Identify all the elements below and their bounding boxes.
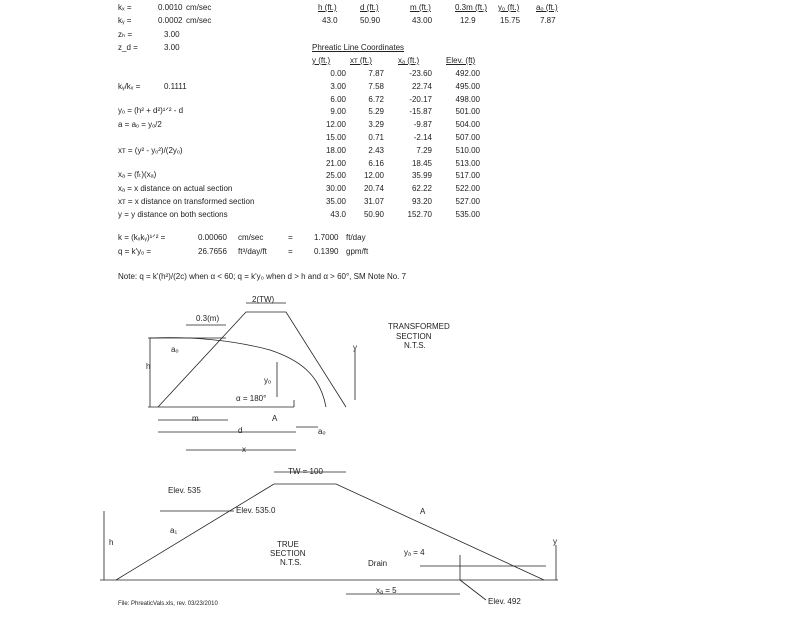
phreatic-cell: 522.00 [455,184,480,194]
param-ky-value: 0.0002 [158,16,183,25]
phreatic-cell: 152.70 [407,209,432,219]
phreatic-cell: 50.90 [363,209,384,219]
transformed-nts: N.T.S. [404,341,426,350]
phreatic-cell: 495.00 [455,81,480,91]
note: Note: q = k'(h²)/(2c) when α < 60; q = k'y₀ when d > h and α > 60°, SM Note No. 7 [118,272,407,281]
file-footer: File: PhreaticVals.xls, rev. 03/23/2010 [118,601,218,607]
transformed-alpha-label: α = 180° [236,394,267,403]
perm-q-gpm: 0.1390 [314,247,339,256]
phreatic-cell: 9.00 [330,107,346,117]
phreatic-cell: 21.00 [325,158,346,168]
geom-value: 43.0 [322,16,338,25]
perm-k-ft-unit: ft/day [346,233,366,242]
perm-k-label: k = (kₓkᵧ)¹ᐟ² = [118,233,166,242]
true-h-label: h [109,538,114,547]
true-elev-base: Elev. 492 [488,597,521,606]
formula-xa-def: xₐ = x distance on actual section [118,184,233,193]
phreatic-cell: 18.45 [411,158,432,168]
transformed-y-label: y [353,343,357,352]
true-title: TRUE [277,540,299,549]
phreatic-cell: 498.00 [455,94,480,104]
perm-eq: = [288,233,293,242]
phreatic-header: xₐ (ft.) [398,56,420,65]
param-ky-unit: cm/sec [186,16,212,25]
true-elev-water: Elev. 535.0 [236,506,276,515]
phreatic-cell: 12.00 [363,171,384,181]
geom-value: 50.90 [360,16,381,25]
phreatic-header: y (ft.) [312,56,331,65]
phreatic-cell: 535.00 [455,209,480,219]
phreatic-cell: -9.87 [413,120,432,130]
param-zh-value: 3.00 [164,30,180,39]
phreatic-cell: 513.00 [455,158,480,168]
transformed-ao2-label: aₒ [318,427,326,436]
phreatic-cell: 3.29 [368,120,384,130]
formula-ratio: kᵧ/kₓ = [118,82,141,91]
phreatic-cell: 510.00 [455,145,480,155]
phreatic-header: Elev. (ft) [446,56,476,65]
phreatic-cell: -20.17 [409,94,432,104]
geom-value: 15.75 [500,16,521,25]
geom-header: h (ft.) [318,3,337,12]
geom-value: 12.9 [460,16,476,25]
phreatic-title: Phreatic Line Coordinates [312,43,405,52]
geom-header: yₒ (ft.) [498,3,520,12]
phreatic-cell: 492.00 [455,69,480,78]
transformed-title2: SECTION [396,332,432,341]
phreatic-header: xᴛ (ft.) [350,56,372,65]
phreatic-cell: 6.72 [368,94,384,104]
formula-ratio-value: 0.1111 [164,82,187,91]
perm-q-gpm-unit: gpm/ft [346,247,369,256]
phreatic-cell: -15.87 [409,107,432,117]
phreatic-cell: 31.07 [363,197,384,206]
phreatic-cell: 18.00 [325,145,346,155]
perm-q-label: q = k'yₒ = [118,247,152,256]
phreatic-cell: 35.00 [325,197,346,206]
transformed-h-label: h [146,362,151,371]
geom-value: 7.87 [540,16,556,25]
phreatic-cell: 25.00 [325,171,346,181]
param-kx-label: kₓ = [118,3,132,12]
perm-q-value: 26.7656 [198,247,227,256]
transformed-y0-label: yₒ [264,376,272,385]
param-zd-label: z_d = [118,43,138,52]
phreatic-cell: 7.87 [368,69,384,78]
formula-xa: xₐ = (fₜ)(xₐ) [118,170,157,179]
geom-header: m (ft.) [410,3,431,12]
phreatic-cell: -23.60 [409,69,432,78]
formula-y-def: y = y distance on both sections [118,210,228,219]
transformed-a0-label: aₒ [171,345,179,354]
drain-label: Drain [368,559,388,568]
phreatic-cell: 507.00 [455,133,480,142]
transformed-m-label: m [192,414,199,423]
transformed-d-label: d [238,426,243,435]
perm-k-value: 0.00060 [198,233,227,242]
true-elev-top: Elev. 535 [168,486,201,495]
param-kx-unit: cm/sec [186,3,212,12]
true-nts: N.T.S. [280,558,302,567]
phreatic-cell: 504.00 [455,120,480,130]
formula-a: a = aₒ = yₒ/2 [118,120,162,129]
transformed-A-label: A [272,414,278,423]
perm-k-unit: cm/sec [238,233,264,242]
geom-header: d (ft.) [360,3,379,12]
phreatic-cell: 5.29 [368,107,384,117]
param-zh-label: zₕ = [118,30,133,39]
phreatic-cell: 3.00 [330,81,346,91]
phreatic-cell: -2.14 [413,133,432,142]
true-xa-label: xₐ = 5 [376,586,397,595]
phreatic-cell: 6.00 [330,94,346,104]
formula-y0: yₒ = (h² + d²)¹ᐟ² - d [118,106,184,115]
perm-q-unit: ft³/day/ft [238,247,267,256]
phreatic-cell: 0.00 [330,69,346,78]
perm-eq: = [288,247,293,256]
formula-xt: xᴛ = (y² - yₒ²)/(2yₒ) [118,146,183,155]
phreatic-cell: 30.00 [325,184,346,194]
transformed-title: TRANSFORMED [388,322,450,331]
param-zd-value: 3.00 [164,43,180,52]
phreatic-cell: 62.22 [411,184,432,194]
geom-value: 43.00 [412,16,433,25]
geom-header: aₒ (ft.) [536,3,558,12]
transformed-top-label: 2(TW) [252,295,275,304]
phreatic-cell: 15.00 [325,133,346,142]
perm-k-ft: 1.7000 [314,233,339,242]
true-tw-label: TW = 100 [288,467,323,476]
phreatic-cell: 527.00 [455,197,480,206]
true-ya-label: yₐ = 4 [404,548,425,557]
true-title2: SECTION [270,549,306,558]
phreatic-cell: 517.00 [455,171,480,181]
transformed-03m-label: 0.3(m) [196,314,220,323]
phreatic-cell: 35.99 [411,171,432,181]
elev-492-leader [460,580,486,600]
phreatic-cell: 7.58 [368,81,384,91]
phreatic-cell: 93.20 [411,197,432,206]
geom-header: 0.3m (ft.) [455,3,488,12]
transformed-x-label: x [242,445,246,454]
phreatic-cell: 2.43 [368,145,384,155]
true-y-label: y [553,537,557,546]
true-A-label: A [420,507,426,516]
param-kx-value: 0.0010 [158,3,183,12]
phreatic-cell: 0.71 [368,133,384,142]
transformed-dam-outline [158,312,346,407]
phreatic-cell: 7.29 [416,145,432,155]
param-ky-label: kᵧ = [118,16,132,25]
phreatic-cell: 20.74 [363,184,384,194]
phreatic-cell: 43.0 [330,209,346,219]
phreatic-cell: 12.00 [325,120,346,130]
formula-xt-def: xᴛ = x distance on transformed section [118,197,255,206]
true-a1-label: a₁ [170,526,178,535]
phreatic-cell: 501.00 [455,107,480,117]
phreatic-cell: 22.74 [411,81,432,91]
phreatic-cell: 6.16 [368,158,384,168]
